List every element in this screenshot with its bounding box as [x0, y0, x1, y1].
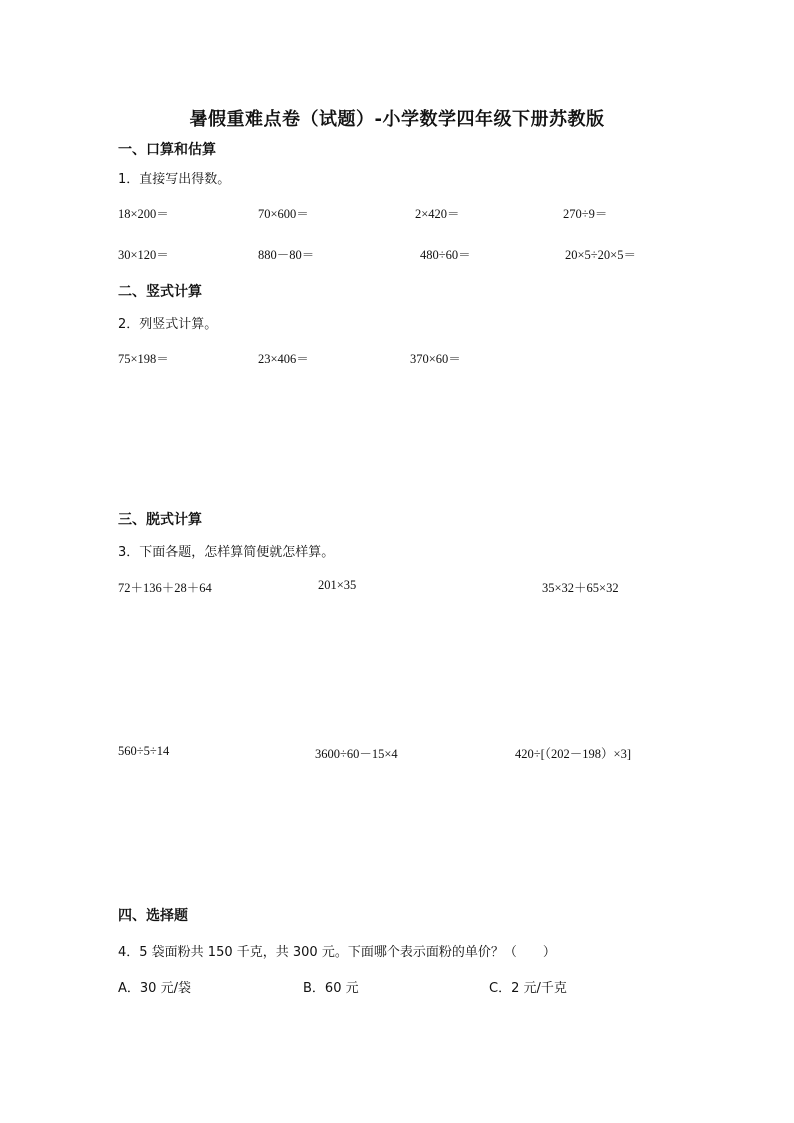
exercise-3-1: 72＋136＋28＋64 [118, 581, 212, 595]
question-4-prompt: 4．5 袋面粉共 150 千克，共 300 元。下面哪个表示面粉的单价？（ ） [118, 945, 556, 960]
section-heading-4: 四、选择题 [118, 908, 188, 924]
page-title: 暑假重难点卷（试题）-小学数学四年级下册苏教版 [189, 109, 605, 130]
exercise-3-3: 35×32＋65×32 [542, 581, 619, 595]
section-heading-3: 三、脱式计算 [118, 512, 202, 528]
option-c: C．2 元/千克 [489, 981, 567, 996]
section-heading-2: 二、竖式计算 [118, 284, 202, 300]
exercise-3-2: 201×35 [318, 578, 357, 592]
exercise-1-2: 70×600＝ [258, 207, 309, 221]
option-a: A．30 元/袋 [118, 981, 191, 996]
exercise-3-4: 560÷5÷14 [118, 744, 170, 758]
section-heading-1: 一、口算和估算 [118, 142, 216, 158]
exercise-1-7: 480÷60＝ [420, 248, 471, 262]
question-2-prompt: 2．列竖式计算。 [118, 317, 218, 332]
exercise-1-6: 880－80＝ [258, 248, 315, 262]
exercise-1-4: 270÷9＝ [563, 207, 608, 221]
exercise-1-5: 30×120＝ [118, 248, 169, 262]
exercise-2-3: 370×60＝ [410, 352, 461, 366]
exercise-2-2: 23×406＝ [258, 352, 309, 366]
question-1-prompt: 1．直接写出得数。 [118, 172, 231, 187]
exercise-1-1: 18×200＝ [118, 207, 169, 221]
exercise-1-8: 20×5÷20×5＝ [565, 248, 636, 262]
exercise-3-6: 420÷[（202－198）×3] [515, 747, 631, 761]
exercise-1-3: 2×420＝ [415, 207, 460, 221]
exercise-2-1: 75×198＝ [118, 352, 169, 366]
option-b: B．60 元 [303, 981, 359, 996]
exercise-3-5: 3600÷60－15×4 [315, 747, 398, 761]
question-3-prompt: 3．下面各题，怎样算简便就怎样算。 [118, 545, 335, 560]
